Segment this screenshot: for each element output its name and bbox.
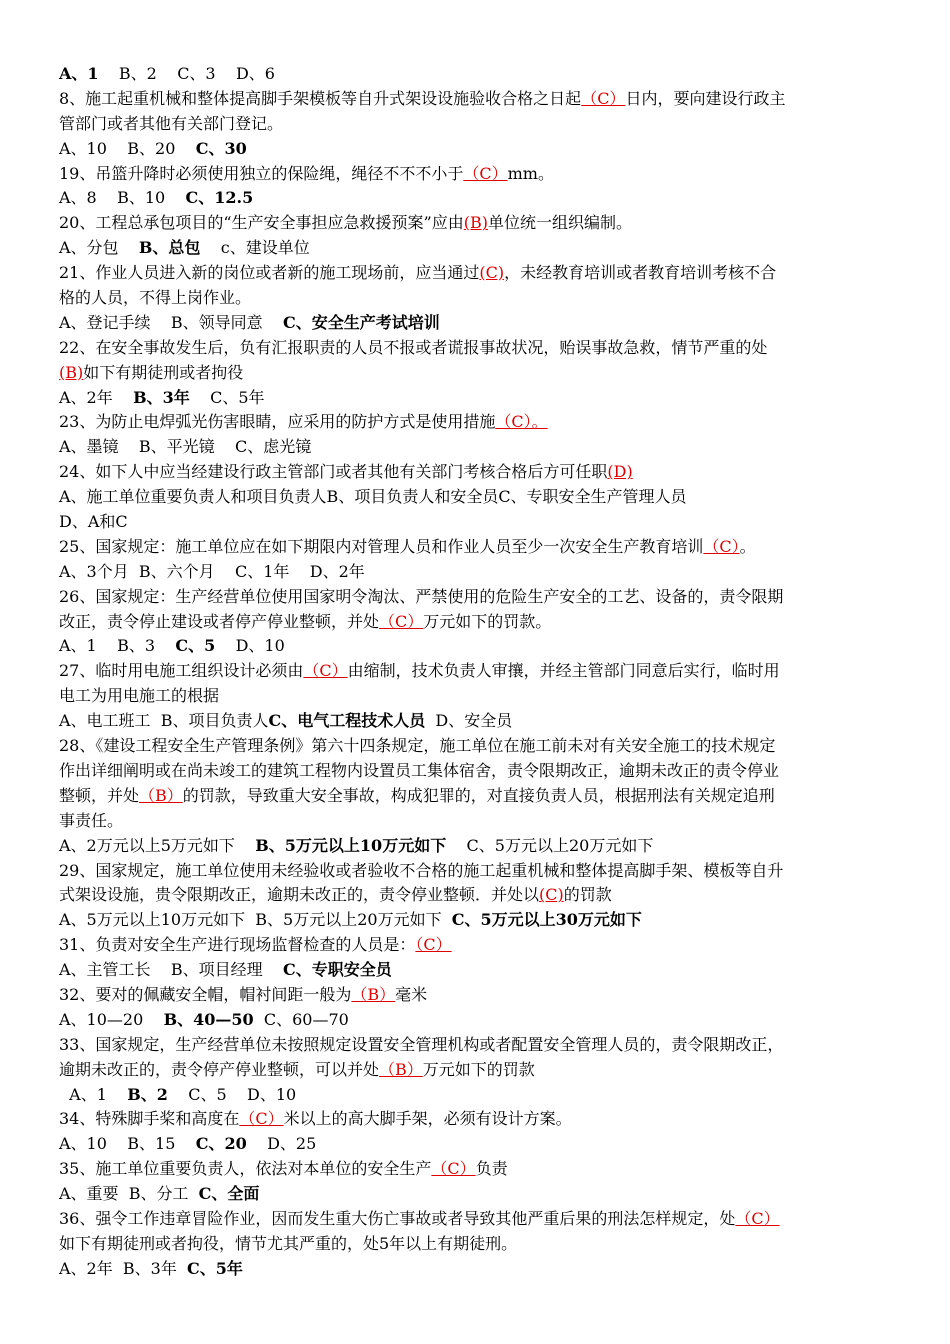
text-segment: D、25: [246, 1134, 317, 1154]
text-segment: 作出详细阐明或在尚未竣工的建筑工程物内设置员工集体宿舍，责令限期改正，逾期未改正的责令停业: [59, 760, 780, 780]
text-segment: 的罚款，导致重大安全事故，构成犯罪的，对直接负责人员，根据刑法有关规定追刑: [182, 785, 775, 805]
text-line: [59, 186, 921, 211]
text-segment: 20、工程总承包项目的“生产安全事担应急救援预案”应由: [59, 213, 464, 233]
text-segment: A、1 B、3: [59, 636, 176, 656]
answer-marker: （B）: [351, 984, 396, 1004]
text-segment: C、60—70: [253, 1009, 349, 1029]
text-segment: 由缩制，技术负责人审攘，并经主管部门同意后实行，临时用: [347, 661, 780, 681]
answer-marker: （C）。: [495, 412, 548, 432]
answer-marker: （C）: [431, 1159, 476, 1179]
text-line: [59, 809, 921, 834]
text-line: [59, 460, 921, 485]
text-segment: B、2 C、3 D、6: [98, 64, 275, 83]
text-line: [59, 261, 921, 286]
text-line: [59, 1232, 921, 1257]
correct-option: C、12.5: [185, 188, 254, 208]
text-segment: 米以上的高大脚手架，必须有设计方案。: [283, 1109, 572, 1129]
text-line: [59, 1257, 921, 1282]
text-segment: 逾期未改正的，责令停产停业整顿，可以并处: [59, 1059, 380, 1079]
text-line: [59, 983, 921, 1008]
answer-marker: （C）: [303, 661, 348, 681]
text-segment: A、登记手续 B、领导同意: [59, 312, 284, 332]
answer-marker: (B): [463, 213, 488, 233]
text-segment: 格的人员，不得上岗作业。: [59, 288, 252, 308]
text-line: [59, 361, 921, 386]
text-line: [59, 1008, 921, 1033]
text-segment: A、10 B、20: [59, 138, 196, 158]
text-segment: 毫米: [395, 984, 428, 1004]
text-segment: 万元如下的罚款。: [423, 611, 552, 631]
text-segment: D、10: [215, 636, 285, 656]
text-line: [59, 859, 921, 884]
text-line: [59, 634, 921, 659]
text-line: [59, 311, 921, 336]
correct-option: C、5万元以上30万元如下: [451, 910, 642, 930]
answer-marker: （C）: [581, 88, 626, 108]
text-segment: 管部门或者其他有关部门登记。: [59, 113, 284, 133]
correct-option: C、30: [195, 138, 247, 158]
correct-option: B、2: [127, 1084, 168, 1104]
text-line: [59, 336, 921, 361]
text-segment: 万元如下的罚款: [422, 1059, 535, 1079]
text-segment: 整顿，并处: [59, 785, 140, 805]
correct-option: C、全面: [198, 1184, 260, 1204]
text-segment: 8、施工起重机械和整体提高脚手架模板等自升式架设设施验收合格之日起: [59, 88, 582, 108]
text-segment: A、2年 B、3年: [59, 1258, 188, 1278]
text-segment: 电工为用电施工的根据: [59, 686, 220, 706]
text-line: [59, 585, 921, 610]
text-segment: A、主管工长 B、项目经理: [59, 960, 284, 980]
answer-marker: （C）: [703, 536, 740, 556]
text-segment: A、墨镜 B、平光镜 C、虑光镜: [59, 437, 312, 457]
text-line: [59, 386, 921, 411]
text-segment: A、3个月 B、六个月 C、1年 D、2年: [59, 561, 365, 581]
text-line: [59, 560, 921, 585]
text-line: [59, 1083, 921, 1108]
text-line: [59, 62, 921, 87]
text-segment: 19、吊篮升降时必须使用独立的保险绳，绳径不不不小于: [59, 163, 464, 183]
text-segment: c、建设单位: [200, 238, 310, 258]
correct-option: C、安全生产考试培训: [283, 312, 440, 332]
text-segment: A、5万元以上10万元如下 B、5万元以上20万元如下: [59, 910, 452, 930]
answer-marker: （C）: [463, 163, 508, 183]
text-line: [59, 510, 921, 535]
text-line: [59, 1107, 921, 1132]
text-segment: 如下有期徒刑或者拘役: [83, 362, 244, 382]
text-line: [59, 1207, 921, 1232]
answer-marker: （C）: [239, 1109, 284, 1129]
text-segment: A、2万元以上5万元如下: [59, 835, 256, 855]
text-segment: A、2年: [59, 387, 134, 407]
text-segment: 如下有期徒刑或者拘役，情节尤其严重的，处5年以上有期徒刑。: [59, 1233, 518, 1253]
text-line: [59, 834, 921, 859]
text-segment: mm。: [507, 163, 554, 183]
correct-option: C、电气工程技术人员: [268, 711, 426, 731]
correct-option: C、5: [175, 636, 216, 656]
text-line: [59, 211, 921, 236]
text-line: [59, 162, 921, 187]
text-segment: A、8 B、10: [59, 188, 186, 208]
text-line: [59, 87, 921, 112]
text-segment: 36、强令工作违章冒险作业，因而发生重大伤亡事故或者导致其他严重后果的刑法怎样规定，处: [59, 1208, 736, 1228]
text-segment: A、10 B、15: [59, 1134, 196, 1154]
text-segment: 负责: [475, 1159, 508, 1179]
answer-marker: （C）: [735, 1208, 780, 1228]
text-segment: 22、在安全事故发生后，负有汇报职责的人员不报或者谎报事故状况，贻误事故急救，情节严重的处: [59, 337, 768, 357]
text-segment: A、电工班工 B、项目负责人: [59, 711, 269, 731]
text-segment: C、5年: [189, 387, 265, 407]
text-segment: D、安全员: [425, 711, 513, 731]
text-segment: 35、施工单位重要负责人，依法对本单位的安全生产: [59, 1159, 432, 1179]
text-segment: 31、负责对安全生产进行现场监督检查的人员是：: [59, 935, 416, 955]
text-segment: 27、临时用电施工组织设计必须由: [59, 661, 304, 681]
correct-option: C、5年: [187, 1258, 243, 1278]
text-segment: A、重要 B、分工: [59, 1184, 199, 1204]
correct-option: B、5万元以上10万元如下: [255, 835, 447, 855]
answer-marker: （B）: [379, 1059, 423, 1079]
text-line: [59, 659, 921, 684]
text-segment: 23、为防止电焊弧光伤害眼睛，应采用的防护方式是使用措施: [59, 412, 496, 432]
text-segment: A、施工单位重要负责人和项目负责人B、项目负责人和安全员C、专职安全生产管理人员: [59, 487, 687, 507]
text-line: [59, 485, 921, 510]
text-segment: 改正，责令停止建设或者停产停业整顿，并处: [59, 611, 380, 631]
text-line: [59, 933, 921, 958]
text-line: [59, 410, 921, 435]
text-line: [59, 1033, 921, 1058]
text-segment: C、5万元以上20万元如下: [446, 835, 654, 855]
answer-marker: (C): [479, 263, 505, 283]
correct-option: A、1: [59, 64, 99, 83]
text-segment: A、10—20: [59, 1009, 164, 1029]
text-line: [59, 236, 921, 261]
text-segment: 单位统一组织编制。: [487, 213, 632, 233]
text-line: [59, 1058, 921, 1083]
text-segment: ，未经教育培训或者教育培训考核不合: [504, 263, 777, 283]
text-segment: 的罚款: [563, 885, 612, 905]
text-segment: 28、《建设工程安全生产管理条例》第六十四条规定，施工单位在施工前未对有关安全施工的技术规定: [59, 736, 776, 756]
answer-marker: （B）: [139, 785, 183, 805]
correct-option: C、专职安全员: [283, 960, 392, 980]
text-line: [59, 684, 921, 709]
text-segment: 事责任。: [59, 810, 124, 830]
answer-marker: （C）: [415, 935, 452, 955]
text-line: [59, 734, 921, 759]
text-segment: 24、如下人中应当经建设行政主管部门或者其他有关部门考核合格后方可任职: [59, 462, 608, 482]
text-line: [59, 759, 921, 784]
text-line: [59, 908, 921, 933]
answer-marker: (D): [607, 462, 633, 482]
text-line: [59, 535, 921, 560]
text-line: [59, 435, 921, 460]
document-body: [59, 62, 921, 1282]
text-line: [59, 610, 921, 635]
text-line: [59, 784, 921, 809]
text-segment: 26、国家规定：生产经营单位使用国家明令淘汰、严禁使用的危险生产安全的工艺、设备的，责令限期: [59, 586, 784, 606]
text-line: [59, 883, 921, 908]
text-line: [59, 1182, 921, 1207]
text-segment: 25、国家规定：施工单位应在如下期限内对管理人员和作业人员至少一次安全生产教育培训: [59, 536, 704, 556]
text-line: [59, 958, 921, 983]
correct-option: B、总包: [138, 238, 201, 258]
text-segment: 34、特殊脚手桨和高度在: [59, 1109, 240, 1129]
text-line: [59, 137, 921, 162]
text-line: [59, 1132, 921, 1157]
text-segment: D、A和C: [59, 512, 128, 532]
text-segment: 式架设设施，贵令限期改正，逾期未改正的，责令停业整顿．并处以: [59, 885, 540, 905]
text-line: [59, 709, 921, 734]
answer-marker: (C): [539, 885, 564, 905]
correct-option: C、20: [195, 1134, 247, 1154]
text-segment: 日内，要向建设行政主: [625, 88, 786, 108]
text-segment: A、分包: [59, 238, 139, 258]
text-segment: A、1: [59, 1084, 128, 1104]
text-line: [59, 286, 921, 311]
text-segment: 32、要对的佩藏安全帽，帽衬间距一般为: [59, 984, 352, 1004]
text-segment: 33、国家规定，生产经营单位未按照规定设置安全管理机构或者配置安全管理人员的，责令限期改正，: [59, 1034, 784, 1054]
text-segment: 。: [739, 536, 756, 556]
answer-marker: （C）: [379, 611, 424, 631]
text-segment: C、5 D、10: [167, 1084, 297, 1104]
text-line: [59, 1157, 921, 1182]
correct-option: B、40—50: [163, 1009, 254, 1029]
answer-marker: (B): [59, 362, 84, 382]
text-segment: 21、作业人员进入新的岗位或者新的施工现场前，应当通过: [59, 263, 480, 283]
text-segment: 29、国家规定，施工单位使用未经验收或者验收不合格的施工起重机械和整体提高脚手架、模板等自升: [59, 860, 784, 880]
correct-option: B、3年: [133, 387, 190, 407]
text-line: [59, 112, 921, 137]
